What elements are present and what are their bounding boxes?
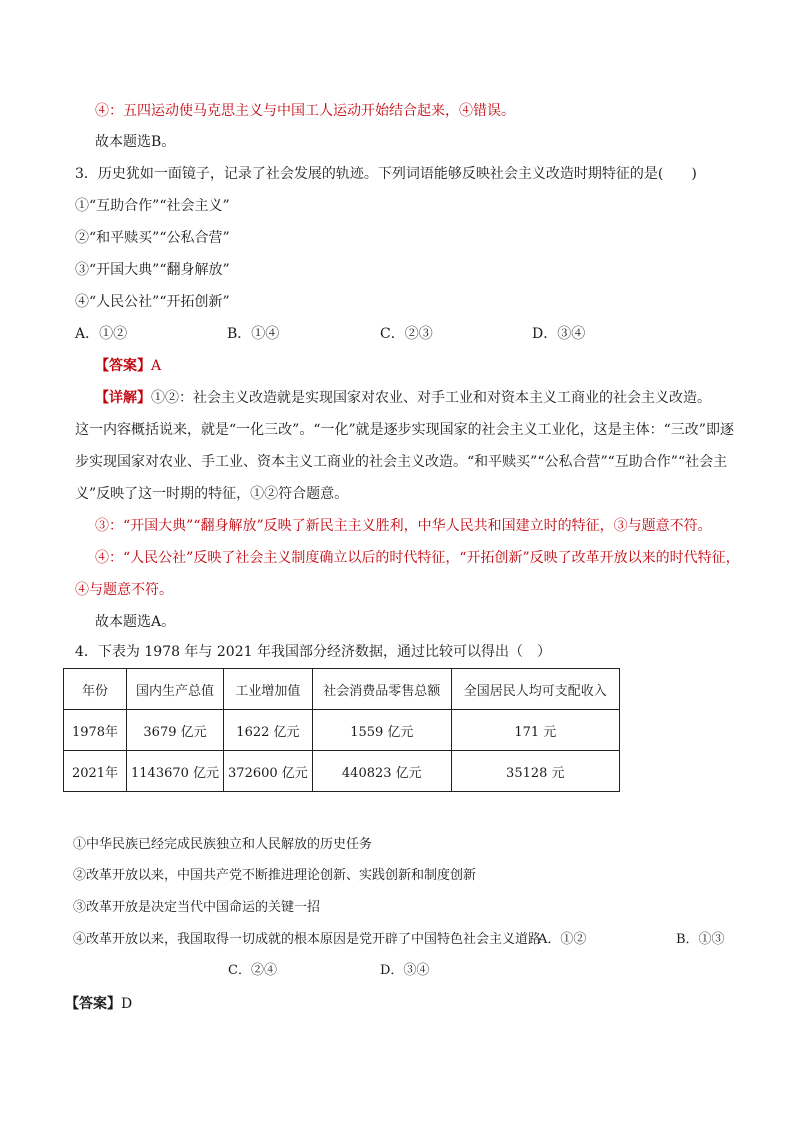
table-header-cell: 国内生产总值 [127, 669, 224, 710]
table-cell: 3679 亿元 [127, 710, 224, 751]
table-cell: 1622 亿元 [224, 710, 313, 751]
q4-statement-2: ②改革开放以来，中国共产党不断推进理论创新、实践创新和制度创新 [73, 868, 477, 883]
q4-answer [65, 994, 132, 1014]
q3-option-b: B．①④ [227, 326, 280, 342]
q4-stem: 4．下表为 1978 年与 2021 年我国部分经济数据，通过比较可以得出（ ） [75, 644, 551, 660]
q3-detail-text-1: ①②：社会主义改造就是实现国家对农业、对手工业和对资本主义工商业的社会主义改造。 [151, 390, 711, 406]
table-header-cell: 年份 [64, 669, 127, 710]
q3-statement-2: ②“和平赎买”“公私合营” [75, 230, 230, 246]
q4-option-b: B．①③ [676, 932, 725, 947]
q3-item4-line-2: ④与题意不符。 [75, 582, 173, 598]
table-header-row [64, 669, 620, 710]
table-cell: 440823 亿元 [312, 751, 451, 792]
q3-option-a: A．①② [75, 326, 128, 342]
q3-stem: 3．历史犹如一面镜子，记录了社会发展的轨迹。下列词语能够反映社会主义改造时期特征的是( ) [75, 166, 697, 182]
q4-statement-3: ③改革开放是决定当代中国命运的关键一招 [73, 900, 321, 915]
table-cell: 2021年 [64, 751, 127, 792]
q3-detail-line-3: 步实现国家对农业、手工业、资本主义工商业的社会主义改造。“和平赎买”“公私合营”“互助合作”“社会主 [75, 454, 728, 470]
q4-statement-4: ④改革开放以来，我国取得一切成就的根本原因是党开辟了中国特色社会主义道路 [73, 932, 542, 947]
table-cell: 1978年 [64, 710, 127, 751]
table-cell: 1143670 亿元 [127, 751, 224, 792]
q4-option-d: D．③④ [380, 963, 430, 978]
table-cell: 372600 亿元 [224, 751, 313, 792]
table-cell: 35128 元 [451, 751, 619, 792]
table-row [64, 710, 620, 751]
economic-data-table [63, 668, 620, 792]
q4-statement-1: ①中华民族已经完成民族独立和人民解放的历史任务 [73, 837, 373, 852]
q3-detail-line-4: 义”反映了这一时期的特征，①②符合题意。 [75, 486, 349, 502]
q3-answer [95, 356, 161, 376]
table-cell: 171 元 [451, 710, 619, 751]
table-header-cell: 工业增加值 [224, 669, 313, 710]
q3-statement-4: ④“人民公社”“开拓创新” [75, 294, 230, 310]
prev-item4-text: ④：五四运动使马克思主义与中国工人运动开始结合起来，④错误。 [95, 103, 515, 119]
table-cell: 1559 亿元 [312, 710, 451, 751]
q3-item3-text: ③：“开国大典”“翻身解放”反映了新民主主义胜利，中华人民共和国建立时的特征，③与题意不符。 [95, 518, 712, 534]
q4-answer-value: D [121, 996, 133, 1012]
table-header-cell: 社会消费品零售总额 [312, 669, 451, 710]
q4-answer-label: 【答案】 [65, 996, 121, 1012]
q3-detail-line-1 [95, 388, 711, 408]
prev-conclusion: 故本题选B。 [95, 134, 176, 150]
q4-option-a: A．①② [538, 932, 587, 947]
q4-option-c: C．②④ [228, 963, 277, 978]
q3-answer-label: 【答案】 [95, 358, 151, 374]
q3-option-d: D．③④ [532, 326, 586, 342]
q3-answer-value: A [151, 358, 162, 374]
q3-option-c: C．②③ [380, 326, 433, 342]
q3-conclusion: 故本题选A。 [95, 614, 176, 630]
table-row [64, 751, 620, 792]
q3-statement-3: ③“开国大典”“翻身解放” [75, 262, 230, 278]
q3-item4-line-1: ④：“人民公社”反映了社会主义制度确立以后的时代特征，“开拓创新”反映了改革开放以来的时代特征， [95, 550, 740, 566]
table-header-cell: 全国居民人均可支配收入 [451, 669, 619, 710]
q3-statement-1: ①“互助合作”“社会主义” [75, 198, 230, 214]
q3-detail-line-2: 这一内容概括说来，就是“一化三改”。“一化”就是逐步实现国家的社会主义工业化，这是主体：“三改”即逐 [75, 422, 734, 438]
q3-detail-label: 【详解】 [95, 390, 151, 406]
